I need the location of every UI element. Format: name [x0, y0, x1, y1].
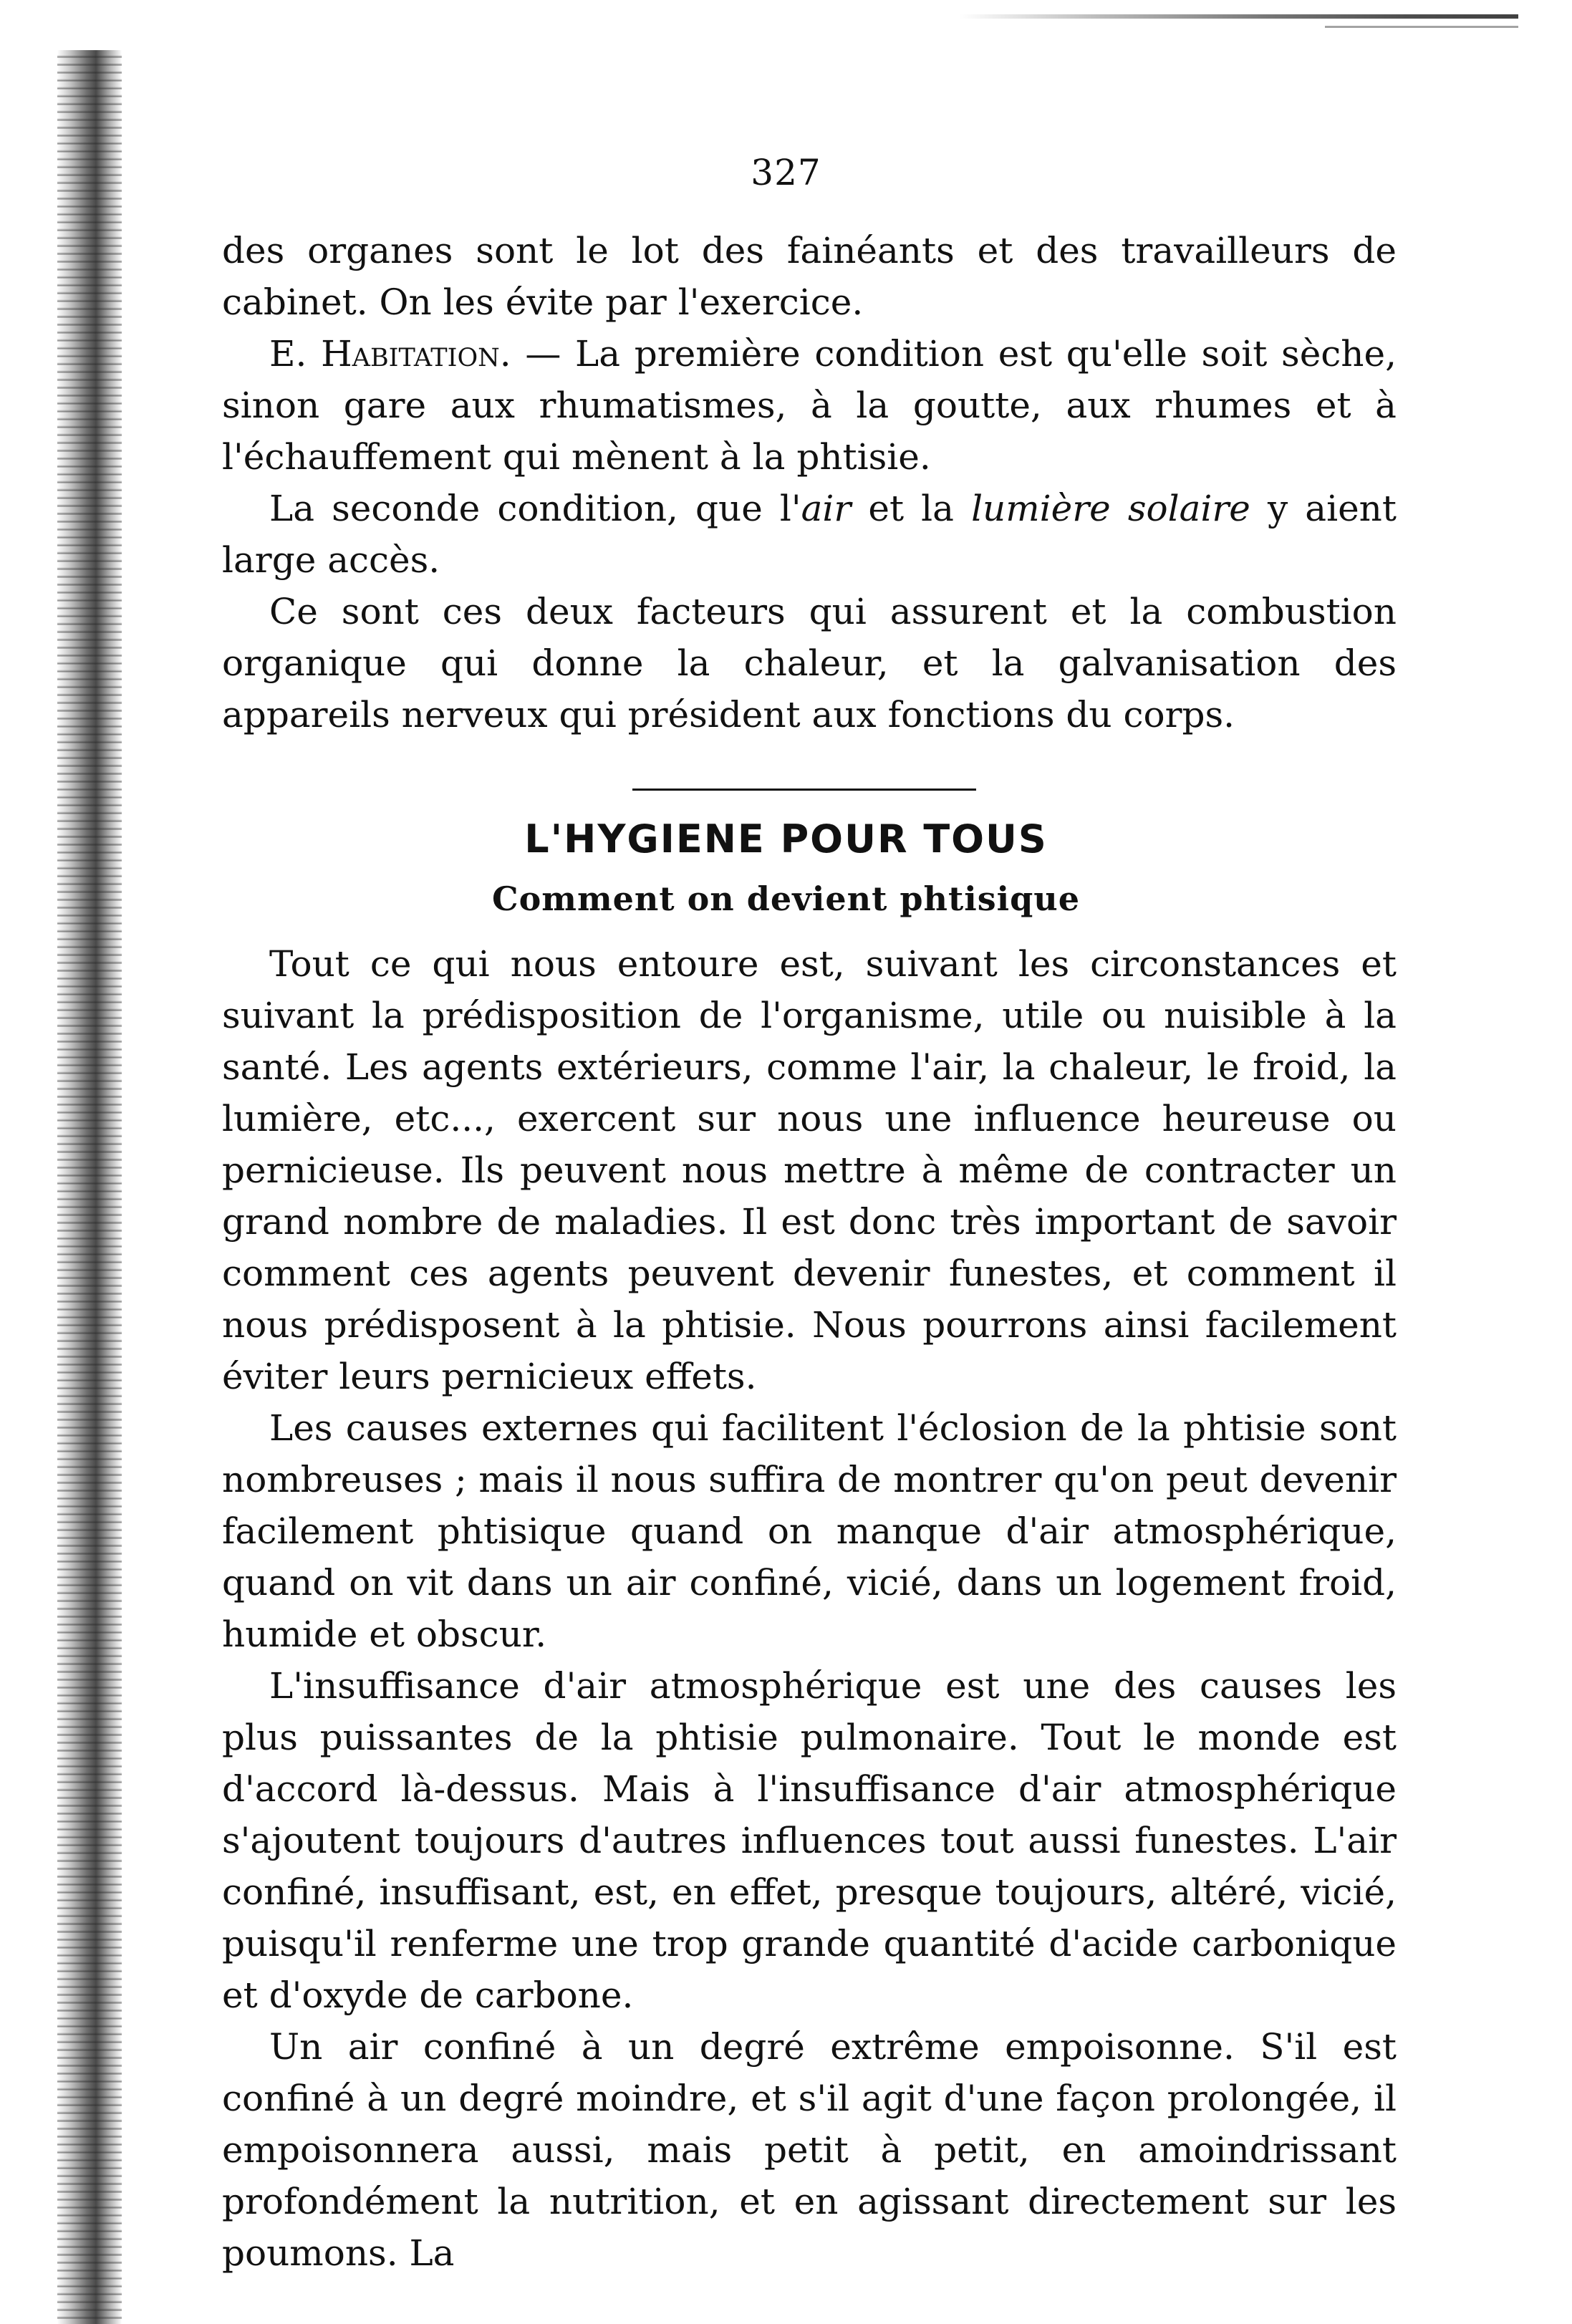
- top-edge-scan-mark-secondary: [1325, 26, 1518, 28]
- intro-paragraph-3: [222, 483, 1397, 586]
- intro-text: [222, 225, 1397, 741]
- body-paragraph-1: Tout ce qui nous entoure est, suivant les circonstances et suivant la prédisposition de l'organisme, utile ou nuisible à la santé. Les agents extérieurs, comme l'air, la chaleur, le froid, la lumière, etc..., exercent sur nous une influence heureuse ou pernicieuse. Ils peuvent nous mettre à même de contracter un grand nombre de maladies. Il est donc très important de savoir comment ces agents peuvent devenir funestes, et comment il nous prédisposent à la phtisie. Nous pourrons ainsi facilement éviter leurs pernicieux effets.: [222, 943, 1397, 1397]
- page-number: 327: [751, 152, 821, 193]
- section-subtitle: Comment on devient phtisique: [492, 879, 1080, 918]
- section-divider: [632, 789, 976, 791]
- top-edge-scan-mark: [960, 14, 1518, 19]
- section-title: L'HYGIENE POUR TOUS: [524, 816, 1048, 862]
- page-binding-edge: [57, 50, 122, 2324]
- intro-p3-text-a: La seconde condition, que l': [269, 488, 801, 529]
- intro-paragraph-1: des organes sont le lot des fainéants et des travailleurs de cabinet. On les évite par l'exercice.: [222, 230, 1397, 323]
- habitation-text: — La première condition est qu'elle soit sèche, sinon gare aux rhumatismes, à la goutte, aux rhumes et à l'échauffement qui mènent à la phtisie.: [222, 333, 1397, 478]
- intro-p3-text-b: et la: [851, 488, 972, 529]
- body-paragraph-2: Les causes externes qui facilitent l'éclosion de la phtisie sont nombreuses ; mais il nous suffira de montrer qu'on peut devenir facilement phtisique quand on manque d'air atmosphérique, quand on vit dans un air confiné, vicié, dans un logement froid, humide et obscur.: [222, 1407, 1397, 1655]
- body-paragraph-4: Un air confiné à un degré extrême empoisonne. S'il est confiné à un degré moindre, et s'il agit d'une façon prolongée, il empoisonnera aussi, mais petit à petit, en amoindrissant profondément la nutrition, et en agissant directement sur les poumons. La: [222, 2026, 1397, 2274]
- intro-p3-emphasis-lumiere: lumière solaire: [971, 488, 1250, 529]
- intro-paragraph-4: Ce sont ces deux facteurs qui assurent et la combustion organique qui donne la chaleur, et la galvanisation des appareils nerveux qui président aux fonctions du corps.: [222, 591, 1397, 736]
- habitation-label: E. Habitation.: [269, 333, 511, 375]
- body-text: [222, 938, 1397, 2279]
- body-paragraph-3: L'insuffisance d'air atmosphérique est une des causes les plus puissantes de la phtisie pulmonaire. Tout le monde est d'accord là-dessus. Mais à l'insuffisance d'air atmosphérique s'ajoutent toujours d'autres influences tout aussi funestes. L'air confiné, insuffisant, est, en effet, presque toujours, altéré, vicié, puisqu'il renferme une trop grande quantité d'acide carbonique et d'oxyde de carbone.: [222, 1665, 1397, 2016]
- intro-p3-text-c: y aient large accès.: [222, 488, 1397, 581]
- intro-paragraph-habitation: [222, 328, 1397, 483]
- intro-p3-emphasis-air: air: [801, 488, 852, 529]
